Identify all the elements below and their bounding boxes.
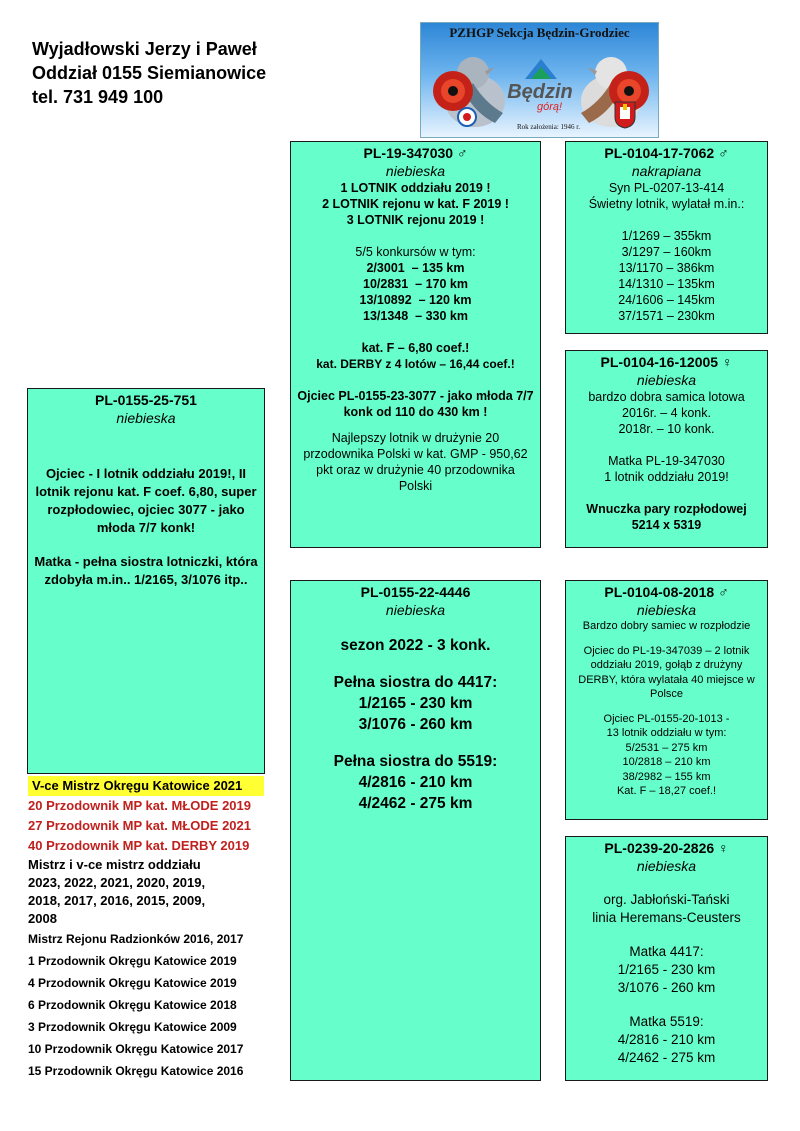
father-1-info: Ojciec do PL-19-347039 – 2 lotnik oddziału 2019, gołąb z drużyny DERBY, która wylatała 40 miejsce w Polsce — [578, 644, 755, 700]
sister-2-info: Pełna siostra do 5519: — [333, 753, 498, 770]
achievement-highlight: V-ce Mistrz Okręgu Katowice 2021 — [28, 776, 264, 796]
pigeon-color: niebieska — [636, 858, 697, 874]
owner-phone: tel. 731 949 100 — [32, 87, 164, 107]
result-row: 10/2831 – 170 km — [363, 277, 468, 291]
logo-title: PZHGP Sekcja Będzin-Grodziec — [449, 25, 630, 40]
pigeon-card-maternal-granddam — [565, 836, 768, 1081]
male-icon: ♂ — [456, 145, 468, 161]
city-coat-of-arms-icon — [614, 101, 636, 129]
pigeon-card-maternal-grandsire — [565, 580, 768, 820]
result-row: 2/3001 – 135 km — [366, 261, 465, 275]
result-row: 13/1348 – 330 km — [363, 309, 468, 323]
result-row: 4/2816 - 210 km — [358, 774, 473, 791]
result-row: 38/2982 – 155 km — [622, 770, 711, 783]
pigeon-right-icon — [571, 43, 655, 133]
owner-header — [32, 37, 266, 109]
achievement-item: Mistrz Rejonu Radzionków 2016, 2017 — [28, 932, 244, 946]
achievement-champ: Mistrz i v-ce mistrz oddziału — [28, 857, 201, 872]
mother-2-info: Matka 5519: — [629, 1014, 704, 1029]
title-1: 1 LOTNIK oddziału 2019 ! — [340, 181, 491, 195]
ring-number: PL-0104-17-7062 ♂ — [604, 145, 729, 161]
building-logo-icon — [521, 55, 561, 83]
pigeon-color: niebieska — [116, 410, 176, 426]
father-2-ring: Ojciec PL-0155-20-1013 - — [603, 712, 730, 725]
female-icon: ♀ — [718, 840, 729, 856]
achievement-item: 15 Przodownik Okręgu Katowice 2016 — [28, 1064, 244, 1078]
mother-info: Matka - pełna siostra lotniczki, która zdobyła m.in.. 1/2165, 3/1076 itp.. — [34, 554, 258, 587]
achievement-item: 1 Przodownik Okręgu Katowice 2019 — [28, 954, 237, 968]
logo-tagline: górą! — [537, 101, 563, 113]
section-logo — [420, 22, 659, 138]
result-row: 1/2165 - 230 km — [617, 962, 716, 977]
season-row: 2016r. – 4 konk. — [622, 406, 711, 420]
achievement-item: 6 Przodownik Okręgu Katowice 2018 — [28, 998, 237, 1012]
owner-branch: Oddział 0155 Siemianowice — [32, 63, 267, 83]
result-row: 1/2165 - 230 km — [358, 695, 473, 712]
description: bardzo dobra samica lotowa — [588, 390, 745, 404]
ring-number: PL-0155-25-751 — [95, 392, 197, 408]
result-row: 10/2818 – 210 km — [622, 756, 711, 768]
description: Bardzo dobry samiec w rozpłodzie — [582, 620, 751, 632]
ring-number: PL-0104-16-12005 ♀ — [600, 354, 733, 370]
result-row: 1/1269 – 355km — [621, 229, 712, 243]
pigeon-color: nakrapiana — [631, 163, 702, 179]
result-row: 37/1571 – 230km — [618, 309, 715, 323]
pigeon-card-sire — [290, 141, 541, 548]
achievement-item: 4 Przodownik Okręgu Katowice 2019 — [28, 976, 237, 990]
line-info: linia Heremans-Ceusters — [592, 910, 741, 925]
achievement-item: 10 Przodownik Okręgu Katowice 2017 — [28, 1042, 244, 1056]
description: Świetny lotnik, wylatał m.in.: — [588, 197, 745, 211]
achievement-item: 3 Przodownik Okręgu Katowice 2009 — [28, 1020, 237, 1034]
achievement-champ: 2008 — [28, 911, 57, 926]
coef-f: kat. F – 6,80 coef.! — [361, 341, 470, 355]
contests-intro: 5/5 konkursów w tym: — [355, 245, 476, 259]
team-info: Najlepszy lotnik w drużynie 20 przodownika Polski w kat. GMP - 950,62 pkt oraz w drużynie 40 przodownika Polski — [303, 431, 528, 493]
logo-brand: Będzin — [507, 81, 573, 103]
result-row: 13/10892 – 120 km — [359, 293, 472, 307]
father-info: Ojciec PL-0155-23-3077 - jako młoda 7/7 konk od 110 do 430 km ! — [297, 389, 534, 419]
result-row: 3/1076 - 260 km — [617, 980, 716, 995]
ring-number: PL-0155-22-4446 — [360, 584, 471, 600]
result-row: 5/2531 – 275 km — [625, 741, 708, 754]
granddaughter-info: Wnuczka pary rozpłodowej — [586, 502, 747, 516]
ring-number: PL-0239-20-2826 ♀ — [604, 840, 729, 856]
father-2-title: 13 lotnik oddziału w tym: — [606, 727, 727, 739]
logo-founded: Rok założenia: 1946 r. — [517, 123, 580, 131]
pigeon-color: niebieska — [636, 372, 697, 388]
achievement-champ: 2018, 2017, 2016, 2015, 2009, — [28, 893, 206, 908]
achievement-champ: 2023, 2022, 2021, 2020, 2019, — [28, 875, 206, 890]
pigeon-card-paternal-granddam — [565, 350, 768, 548]
father-info: Ojciec - I lotnik oddziału 2019!, II lotnik rejonu kat. F coef. 6,80, super rozpłodowiec, ojciec 3077 - jako młoda 7/7 konk! — [35, 466, 257, 535]
season-info: sezon 2022 - 3 konk. — [340, 637, 491, 654]
female-icon: ♀ — [721, 354, 733, 370]
result-row: 3/1076 - 260 km — [358, 716, 473, 733]
pair-info: 5214 x 5319 — [631, 518, 702, 532]
title-3: 3 LOTNIK rejonu 2019 ! — [346, 213, 485, 227]
ring-number: PL-0104-08-2018 ♂ — [604, 584, 729, 600]
result-row: 24/1606 – 145km — [618, 293, 715, 307]
pigeon-card-main — [27, 388, 265, 774]
pigeon-card-dam — [290, 580, 541, 1081]
coef-derby: kat. DERBY z 4 lotów – 16,44 coef.! — [316, 357, 515, 371]
pigeon-color: niebieska — [385, 163, 446, 179]
association-crest-icon — [457, 107, 477, 127]
pigeon-color: niebieska — [636, 602, 697, 618]
achievements-list — [28, 776, 318, 1082]
pigeon-color: niebieska — [385, 602, 446, 618]
achievement-red: 27 Przodownik MP kat. MŁODE 2021 — [28, 818, 251, 833]
result-row: 4/2816 - 210 km — [617, 1032, 716, 1047]
result-row: 14/1310 – 135km — [618, 277, 715, 291]
result-row: 4/2462 - 275 km — [617, 1050, 716, 1065]
result-row: 4/2462 - 275 km — [358, 795, 473, 812]
ring-number: PL-19-347030 ♂ — [363, 145, 468, 161]
result-row: Kat. F – 18,27 coef.! — [616, 785, 717, 797]
male-icon: ♂ — [718, 584, 729, 600]
sister-1-info: Pełna siostra do 4417: — [333, 674, 498, 691]
son-of: Syn PL-0207-13-414 — [608, 181, 725, 195]
result-row: 13/1170 – 386km — [618, 261, 715, 275]
achievement-red: 20 Przodownik MP kat. MŁODE 2019 — [28, 798, 251, 813]
season-row: 2018r. – 10 konk. — [618, 422, 715, 436]
result-row: 3/1297 – 160km — [621, 245, 712, 259]
mother-info: Matka PL-19-347030 — [608, 454, 725, 468]
owner-name: Wyjadłowski Jerzy i Paweł — [32, 39, 257, 59]
mother-1-info: Matka 4417: — [629, 944, 704, 959]
achievement-red: 40 Przodownik MP kat. DERBY 2019 — [28, 838, 250, 853]
origin-info: org. Jabłoński-Tański — [603, 892, 730, 907]
mother-title: 1 lotnik oddziału 2019! — [604, 470, 729, 484]
pigeon-card-paternal-grandsire — [565, 141, 768, 334]
male-icon: ♂ — [718, 145, 729, 161]
title-2: 2 LOTNIK rejonu w kat. F 2019 ! — [322, 197, 509, 211]
